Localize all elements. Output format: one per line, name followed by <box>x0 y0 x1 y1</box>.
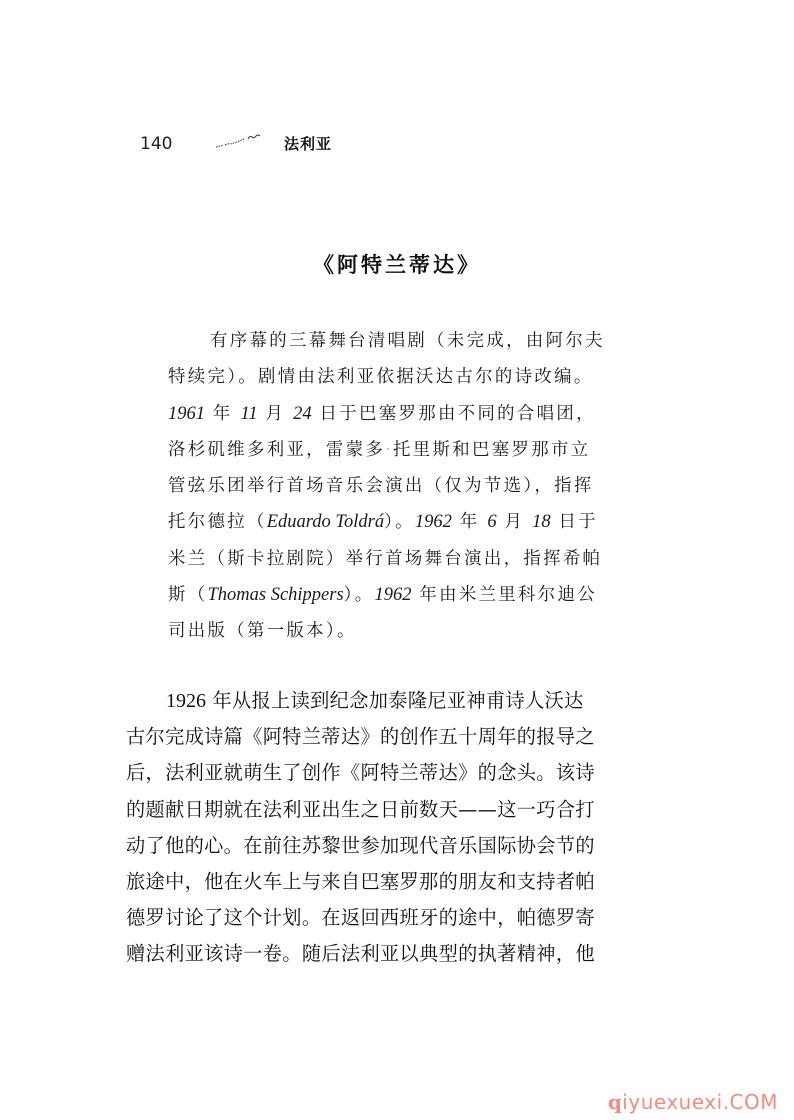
intro-line <box>168 504 680 540</box>
flourish-ornament-icon <box>214 133 264 151</box>
text-run: 月 <box>257 403 294 424</box>
italic-text: 24 <box>293 403 312 424</box>
text-run: 的题献日期就在法利亚出生之日前数天——这一巧合打 <box>126 797 595 821</box>
text-run: 米兰（斯卡拉剧院）举行首场舞台演出，指挥希帕 <box>168 548 603 569</box>
text-run: 德罗讨论了这个计划。在返回西班牙的途中，帕德罗寄 <box>126 906 595 930</box>
text-run: 日于 <box>550 512 599 533</box>
intro-line <box>168 613 680 649</box>
italic-text: 18 <box>532 512 551 533</box>
intro-line <box>168 577 680 613</box>
body-paragraph <box>126 683 682 973</box>
italic-text: 1961 <box>168 403 205 424</box>
text-run: 日于巴塞罗那由不同的合唱团， <box>311 403 596 424</box>
text-run: 动了他的心。在前往苏黎世参加现代音乐国际协会节的 <box>126 833 595 857</box>
watermark-q: q <box>607 1090 623 1114</box>
text-run: 司出版（第一版本）。 <box>168 621 357 642</box>
text-run: 特续完）。剧情由法利亚依据沃达古尔的诗改编。 <box>168 367 594 388</box>
running-title: 法利亚 <box>284 135 333 153</box>
italic-text: Eduardo Toldrá <box>266 512 385 533</box>
body-line <box>126 900 682 936</box>
text-run: 托尔德拉（ <box>168 512 267 533</box>
body-line <box>126 792 682 828</box>
text-run: 管弦乐团举行首场音乐会演出（仅为节选），指挥 <box>168 476 594 497</box>
body-line <box>126 755 682 791</box>
text-run: 古尔完成诗篇《阿特兰蒂达》的创作五十周年的报导之 <box>126 725 595 749</box>
intro-line <box>168 396 680 432</box>
intro-line <box>168 432 680 468</box>
text-run: 年 <box>451 512 488 533</box>
text-run: 月 <box>496 512 533 533</box>
intro-line <box>168 468 680 504</box>
text-run: 年从报上读到纪念加泰隆尼亚神甫诗人沃达 <box>206 689 584 712</box>
italic-text: 1962 <box>414 512 452 533</box>
text-run: ）。 <box>343 585 375 606</box>
text-run: 洛杉矶维多利亚，雷蒙多·托里斯和巴塞罗那市立 <box>168 439 591 460</box>
body-line <box>126 864 682 900</box>
intro-line <box>168 541 680 577</box>
italic-text: Thomas Schippers <box>207 585 344 606</box>
text-run: 年由米兰里科尔迪公 <box>411 585 598 606</box>
intro-note <box>168 323 680 650</box>
watermark-text: iyuexuexi.COM <box>622 1090 778 1114</box>
italic-text: 1962 <box>374 585 412 606</box>
body-line <box>126 828 682 864</box>
running-head <box>140 130 380 158</box>
page-number: 140 <box>140 134 173 154</box>
number-text: 1926 <box>166 690 206 712</box>
body-line <box>126 683 682 719</box>
watermark <box>608 1090 778 1114</box>
text-run: 有序幕的三幕舞台清唱剧（未完成，由阿尔夫 <box>210 331 605 351</box>
italic-text: 6 <box>487 512 497 533</box>
body-line <box>126 719 682 755</box>
body-line <box>126 936 682 972</box>
section-title: 《阿特兰蒂达》 <box>313 253 481 277</box>
intro-line <box>168 323 680 359</box>
text-run: 后，法利亚就萌生了创作《阿特兰蒂达》的念头。该诗 <box>126 761 595 785</box>
text-run: 年 <box>205 403 241 424</box>
text-run: 旅途中，他在火车上与来自巴塞罗那的朋友和支持者帕 <box>126 869 595 893</box>
text-run: 赠法利亚该诗一卷。随后法利亚以典型的执著精神，他 <box>126 942 595 966</box>
italic-text: 11 <box>240 403 258 424</box>
intro-line <box>168 359 680 395</box>
text-run: 斯（ <box>168 585 208 606</box>
text-run: ）。 <box>384 512 415 533</box>
